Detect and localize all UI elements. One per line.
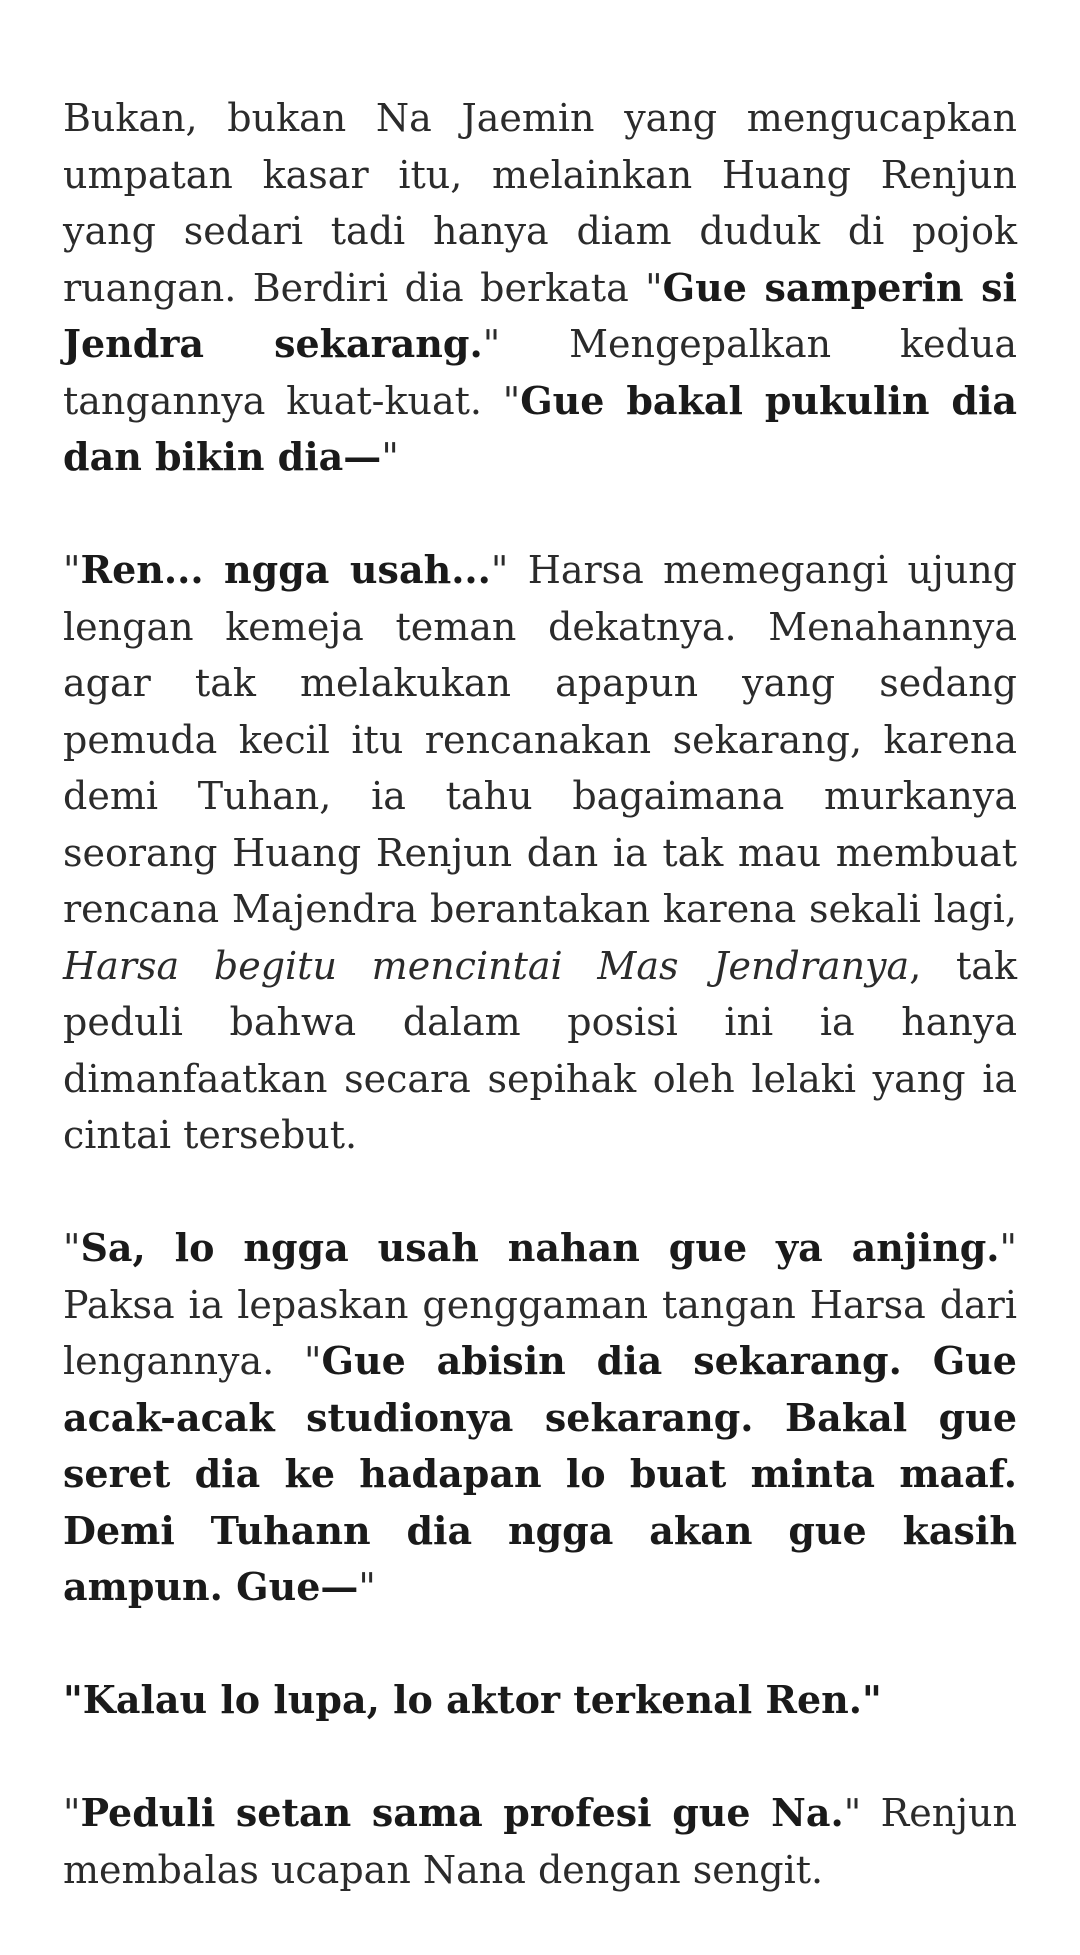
text-segment: " Paksa ia lepaskan genggaman tangan Harsa dari lengannya. " [63, 1226, 1017, 1383]
text-segment: " [63, 1791, 81, 1835]
paragraph-2 [63, 542, 1017, 1164]
story-text [63, 90, 1017, 1955]
dialogue-bold: Gue bakal pukulin dia dan bikin dia— [63, 377, 1018, 479]
dialogue-bold: Sa, lo ngga usah nahan gue ya anjing. [80, 1225, 1000, 1270]
text-segment: " Renjun membalas ucapan Nana dengan sengit. [63, 1791, 1017, 1892]
dialogue-bold: Peduli setan sama profesi gue Na. [80, 1790, 844, 1835]
dialogue-bold: Gue samperin si Jendra sekarang. [63, 264, 1017, 366]
text-segment: " [63, 548, 81, 592]
dialogue-bold: Ren... ngga usah... [80, 547, 491, 592]
dialogue-bold: "Kalau lo lupa, lo aktor terkenal Ren." [63, 1677, 882, 1722]
paragraph-4 [63, 1672, 1017, 1729]
text-segment: , tak peduli bahwa dalam posisi ini ia hanya dimanfaatkan secara sepihak oleh lelaki yang ia cintai tersebut. [63, 943, 1017, 1157]
paragraph-1 [63, 90, 1017, 486]
text-segment: " Mengepalkan kedua tangannya kuat-kuat. " [63, 322, 1017, 423]
text-segment: Bukan, bukan Na Jaemin yang mengucapkan umpatan kasar itu, melainkan Huang Renjun yang sedari tadi hanya diam duduk di pojok ruangan. Berdiri dia berkata " [63, 96, 1017, 310]
text-segment: " [63, 1226, 81, 1270]
paragraph-3 [63, 1220, 1017, 1616]
text-segment: " Harsa memegangi ujung lengan kemeja teman dekatnya. Menahannya agar tak melakukan apapun yang sedang pemuda kecil itu rencanakan sekarang, karena demi Tuhan, ia tahu bagaimana murkanya seorang Huang Renjun dan ia tak mau membuat rencana Majendra berantakan karena sekali lagi, [63, 548, 1017, 931]
text-italic: Harsa begitu mencintai Mas Jendranya [63, 943, 910, 988]
text-segment: " [381, 435, 399, 479]
dialogue-bold: Gue abisin dia sekarang. Gue acak-acak studionya sekarang. Bakal gue seret dia ke hadapan lo buat minta maaf. Demi Tuhann dia ngga akan gue kasih ampun. Gue— [63, 1338, 1017, 1609]
paragraph-5 [63, 1785, 1017, 1898]
text-segment: " [358, 1565, 376, 1609]
